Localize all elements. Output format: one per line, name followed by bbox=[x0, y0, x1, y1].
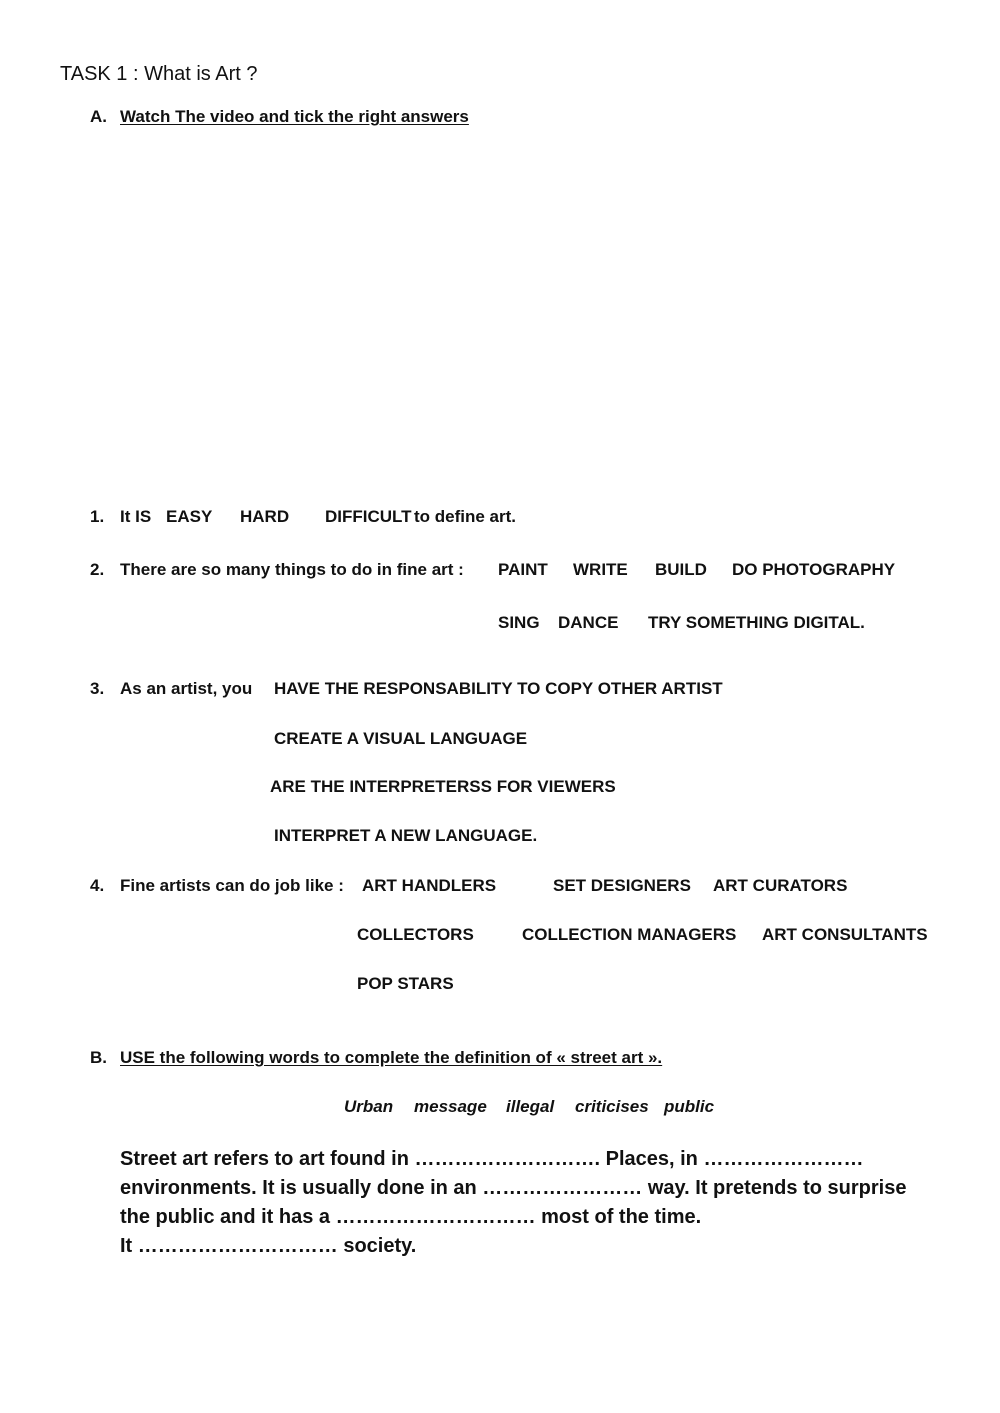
option-collection-managers[interactable]: COLLECTION MANAGERS bbox=[522, 925, 737, 944]
paragraph-line-3: the public and it has a ………………………… most of the time. bbox=[120, 1206, 702, 1228]
paragraph-line-1: Street art refers to art found in ………………………. Places, in …………………… bbox=[120, 1148, 864, 1170]
word-illegal: illegal bbox=[506, 1097, 555, 1116]
section-b-letter: B. bbox=[90, 1048, 107, 1067]
section-a-instruction: Watch The video and tick the right answers bbox=[120, 107, 469, 126]
option-sing[interactable]: SING bbox=[498, 613, 540, 632]
question-1-tail: to define art. bbox=[414, 507, 517, 526]
question-4-number: 4. bbox=[90, 876, 105, 895]
option-art-handlers[interactable]: ART HANDLERS bbox=[362, 876, 497, 895]
option-art-curators[interactable]: ART CURATORS bbox=[713, 876, 848, 895]
section-b-heading bbox=[90, 1048, 662, 1068]
question-3 bbox=[90, 679, 252, 699]
word-message: message bbox=[414, 1097, 487, 1116]
video-placeholder[interactable] bbox=[120, 145, 900, 475]
option-dance[interactable]: DANCE bbox=[558, 613, 619, 632]
question-2-prompt: There are so many things to do in fine art : bbox=[120, 560, 464, 579]
option-interpret-new-language[interactable]: INTERPRET A NEW LANGUAGE. bbox=[274, 826, 538, 845]
word-criticises: criticises bbox=[575, 1097, 649, 1116]
question-3-prompt: As an artist, you bbox=[120, 679, 253, 698]
option-set-designers[interactable]: SET DESIGNERS bbox=[553, 876, 691, 895]
option-easy[interactable]: EASY bbox=[166, 507, 213, 526]
option-try-something-digital[interactable]: TRY SOMETHING DIGITAL. bbox=[648, 613, 865, 632]
question-1-prompt: It IS bbox=[120, 507, 152, 526]
option-write[interactable]: WRITE bbox=[573, 560, 628, 579]
section-a-heading bbox=[90, 107, 469, 127]
question-2 bbox=[90, 560, 464, 580]
question-2-number: 2. bbox=[90, 560, 105, 579]
word-public: public bbox=[664, 1097, 715, 1116]
option-art-consultants[interactable]: ART CONSULTANTS bbox=[762, 925, 928, 944]
question-4-prompt: Fine artists can do job like : bbox=[120, 876, 344, 895]
task-title: TASK 1 : What is Art ? bbox=[60, 63, 258, 85]
street-art-paragraph bbox=[120, 1145, 906, 1261]
option-do-photography[interactable]: DO PHOTOGRAPHY bbox=[732, 560, 896, 579]
option-create-visual-language[interactable]: CREATE A VISUAL LANGUAGE bbox=[274, 729, 528, 748]
question-1 bbox=[90, 507, 151, 527]
paragraph-line-2: environments. It is usually done in an …………………… way. It pretends to surprise bbox=[120, 1177, 907, 1199]
section-a-letter: A. bbox=[90, 107, 107, 126]
section-b-instruction: USE the following words to complete the definition of « street art ». bbox=[120, 1048, 663, 1067]
option-difficult[interactable]: DIFFICULT bbox=[325, 507, 412, 526]
option-paint[interactable]: PAINT bbox=[498, 560, 548, 579]
question-1-number: 1. bbox=[90, 507, 105, 526]
option-interpreters-for-viewers[interactable]: ARE THE INTERPRETERSS FOR VIEWERS bbox=[270, 777, 616, 796]
question-3-number: 3. bbox=[90, 679, 105, 698]
option-collectors[interactable]: COLLECTORS bbox=[357, 925, 474, 944]
option-build[interactable]: BUILD bbox=[655, 560, 707, 579]
paragraph-line-4: It ………………………… society. bbox=[120, 1235, 417, 1257]
word-urban: Urban bbox=[344, 1097, 394, 1116]
option-pop-stars[interactable]: POP STARS bbox=[357, 974, 454, 993]
option-hard[interactable]: HARD bbox=[240, 507, 290, 526]
option-copy-other-artist[interactable]: HAVE THE RESPONSABILITY TO COPY OTHER ARTIST bbox=[274, 679, 723, 698]
question-4 bbox=[90, 876, 344, 896]
